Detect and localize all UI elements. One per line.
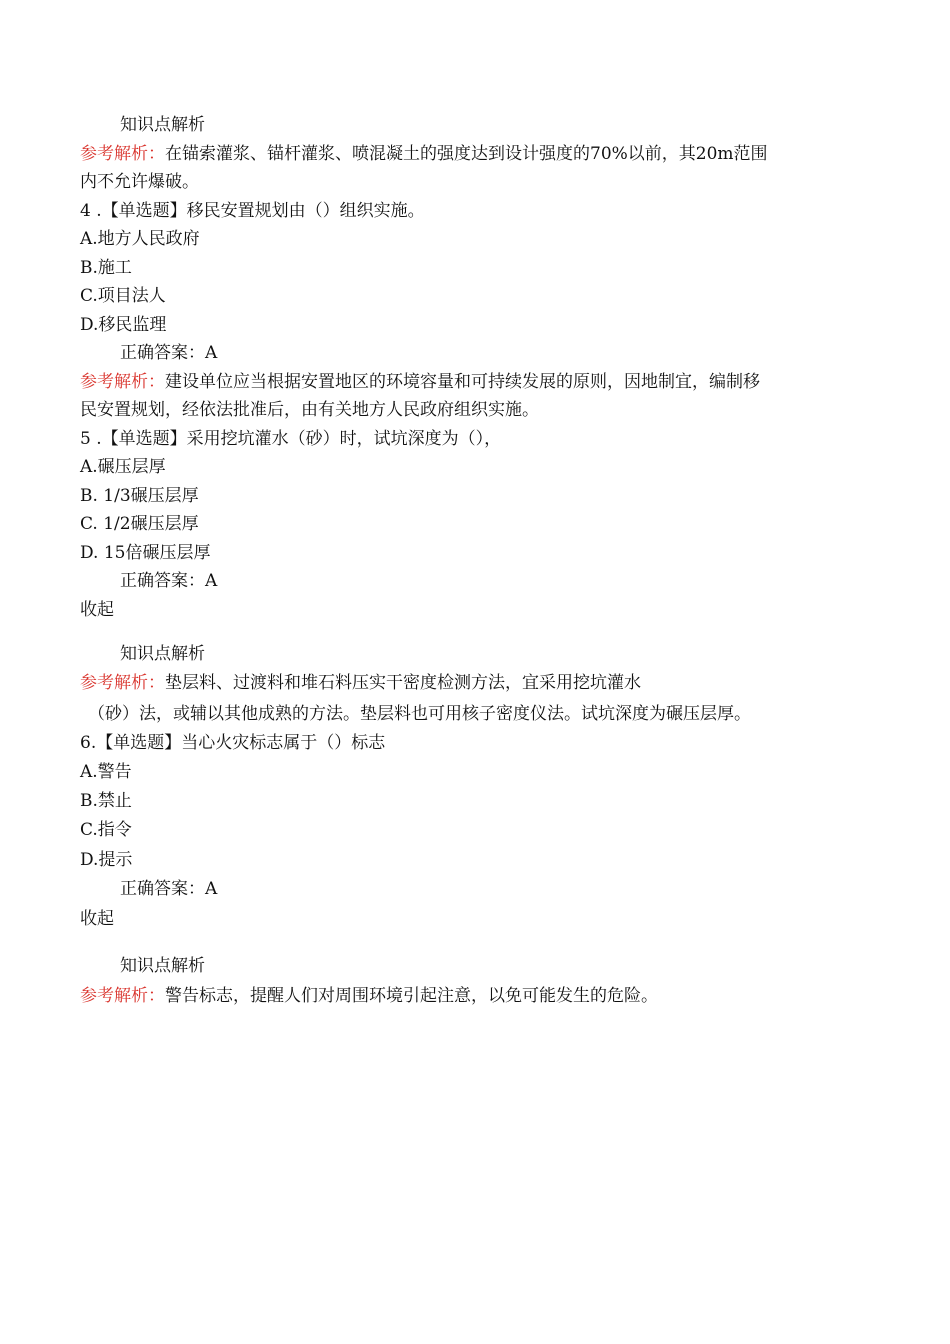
collapse-link[interactable]: 收起	[80, 909, 114, 929]
option-b: B.禁止	[80, 791, 132, 811]
analysis-text: 垫层料、过渡料和堆石料压实干密度检测方法，宜采用挖坑灌水	[165, 673, 641, 693]
option-c: C.项目法人	[80, 286, 166, 306]
analysis-line	[80, 143, 768, 165]
knowledge-heading: 知识点解析	[120, 644, 205, 664]
analysis-label: 参考解析：	[80, 144, 165, 164]
collapse-link[interactable]: 收起	[80, 600, 114, 620]
knowledge-heading: 知识点解析	[120, 115, 205, 135]
knowledge-heading: 知识点解析	[120, 956, 205, 976]
analysis-text-continued: 内不允许爆破。	[80, 172, 199, 192]
option-d: D.移民监理	[80, 315, 167, 335]
analysis-line	[80, 371, 760, 393]
option-b: B.施工	[80, 258, 132, 278]
analysis-text: 警告标志，提醒人们对周围环境引起注意，以免可能发生的危险。	[165, 986, 658, 1006]
option-a: A.碾压层厚	[80, 457, 166, 477]
question-stem: 5 .【单选题】采用挖坑灌水（砂）时，试坑深度为（），	[80, 429, 502, 449]
analysis-line	[80, 985, 658, 1007]
question-stem: 6.【单选题】当心火灾标志属于（）标志	[80, 733, 386, 753]
option-d: D.提示	[80, 850, 133, 870]
analysis-text-continued: （砂）法，或辅以其他成熟的方法。垫层料也可用核子密度仪法。试坑深度为碾压层厚。	[88, 704, 751, 724]
analysis-label: 参考解析：	[80, 673, 165, 693]
option-a: A.地方人民政府	[80, 229, 200, 249]
analysis-text: 在锚索灌浆、锚杆灌浆、喷混凝土的强度达到设计强度的70%以前，其20m范围	[165, 144, 768, 164]
analysis-label: 参考解析：	[80, 372, 165, 392]
analysis-text-continued: 民安置规划，经依法批准后，由有关地方人民政府组织实施。	[80, 400, 539, 420]
correct-answer: 正确答案：A	[120, 343, 218, 363]
analysis-label: 参考解析：	[80, 986, 165, 1006]
option-b: B. 1/3碾压层厚	[80, 486, 199, 506]
option-c: C. 1/2碾压层厚	[80, 514, 199, 534]
correct-answer: 正确答案：A	[120, 571, 218, 591]
option-c: C.指令	[80, 820, 132, 840]
option-a: A.警告	[80, 762, 132, 782]
analysis-line	[80, 672, 641, 694]
analysis-text: 建设单位应当根据安置地区的环境容量和可持续发展的原则，因地制宜，编制移	[165, 372, 760, 392]
correct-answer: 正确答案：A	[120, 879, 218, 899]
option-d: D. 15倍碾压层厚	[80, 543, 211, 563]
question-stem: 4 .【单选题】移民安置规划由（）组织实施。	[80, 201, 425, 221]
